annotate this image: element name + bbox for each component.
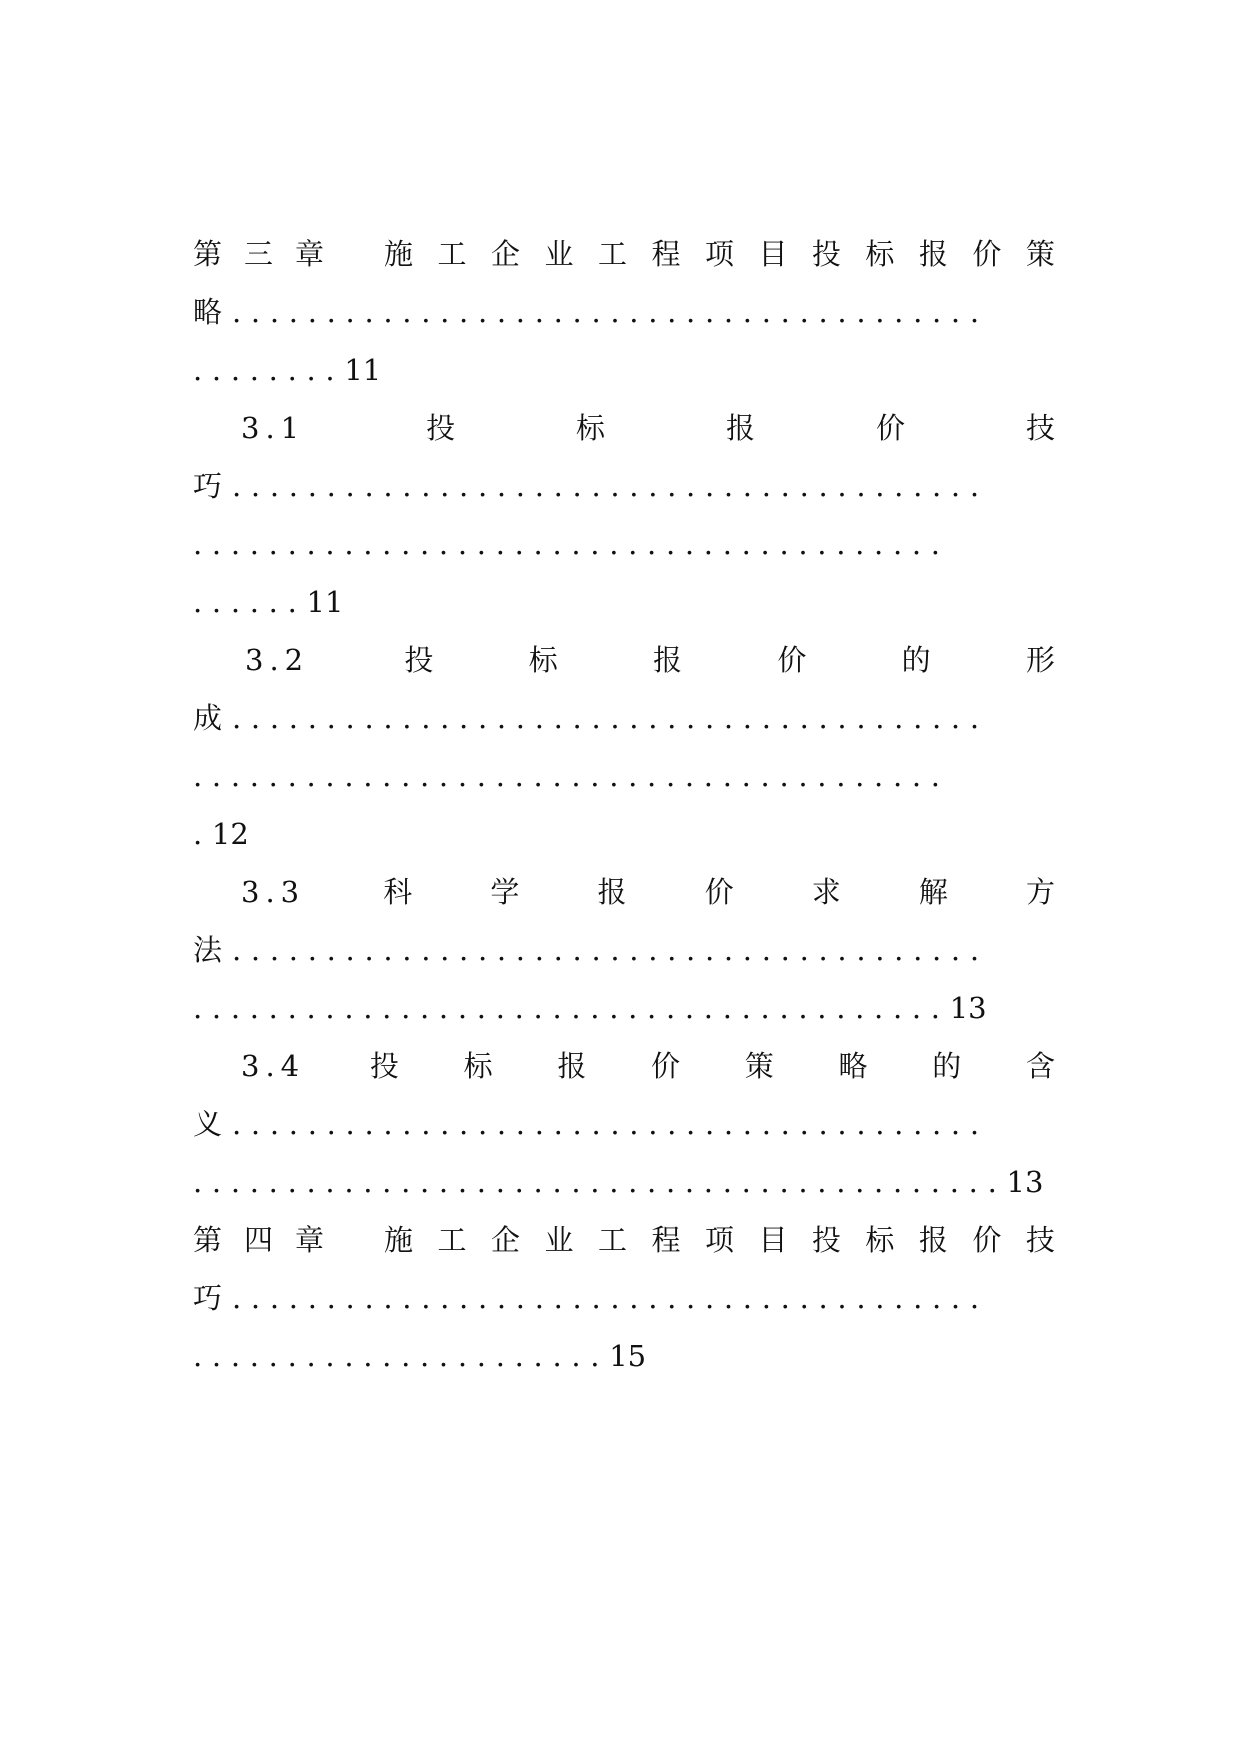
toc-leader-line: 义 ........................................ — [193, 1107, 989, 1141]
toc-leader-line: 略 ........................................ — [193, 295, 989, 329]
page-number: 11 — [306, 585, 344, 619]
toc-leader-line: 法 ........................................ — [193, 933, 989, 967]
toc-leader-line: ........................................ 13 — [193, 985, 1055, 1031]
section-number: 3.4 — [241, 1049, 306, 1083]
chapter-label: 第 三 章 — [193, 237, 325, 271]
chapter-label: 第 四 章 — [193, 1223, 325, 1257]
page-number: 13 — [949, 991, 987, 1025]
toc-leader-line: ........................................ — [193, 759, 950, 793]
toc-chapter-3-heading[interactable] — [193, 231, 1055, 277]
page-number: 13 — [1006, 1165, 1044, 1199]
toc-section-3-4[interactable]: 3.4 投 标 报 价 策 略 的 含 — [193, 1043, 1055, 1089]
toc-leader-line: 巧 ........................................ — [193, 1281, 989, 1315]
toc-section-3-3[interactable]: 3.3 科 学 报 价 求 解 方 — [193, 869, 1055, 915]
chapter-title: 施 工 企 业 工 程 项 目 投 标 报 价 策 — [384, 237, 1055, 271]
toc-section-3-2[interactable]: 3.2 投 标 报 价 的 形 — [193, 637, 1055, 683]
toc-leader-line: ........ 11 — [193, 347, 1055, 393]
toc-leader-line: 巧 ........................................ — [193, 469, 989, 503]
toc-leader-line: ...................... 15 — [193, 1333, 1055, 1379]
toc-leader-line: ........................................ — [193, 527, 950, 561]
toc-chapter-4-heading[interactable] — [193, 1217, 1055, 1263]
toc-leader-line: ........................................... 13 — [193, 1159, 1055, 1205]
section-number: 3.3 — [241, 875, 306, 909]
toc-leader-line: ...... 11 — [193, 579, 1055, 625]
toc-leader-line: 成 ........................................ — [193, 701, 989, 735]
section-number: 3.2 — [245, 643, 310, 677]
section-number: 3.1 — [241, 411, 306, 445]
page-number: 11 — [344, 353, 382, 387]
toc-section-3-1[interactable]: 3.1 投 标 报 价 技 — [193, 405, 1055, 451]
chapter-title: 施 工 企 业 工 程 项 目 投 标 报 价 技 — [384, 1223, 1055, 1257]
page-number: 12 — [211, 817, 249, 851]
toc-leader-line: . 12 — [193, 811, 1055, 857]
page-number: 15 — [609, 1339, 647, 1373]
